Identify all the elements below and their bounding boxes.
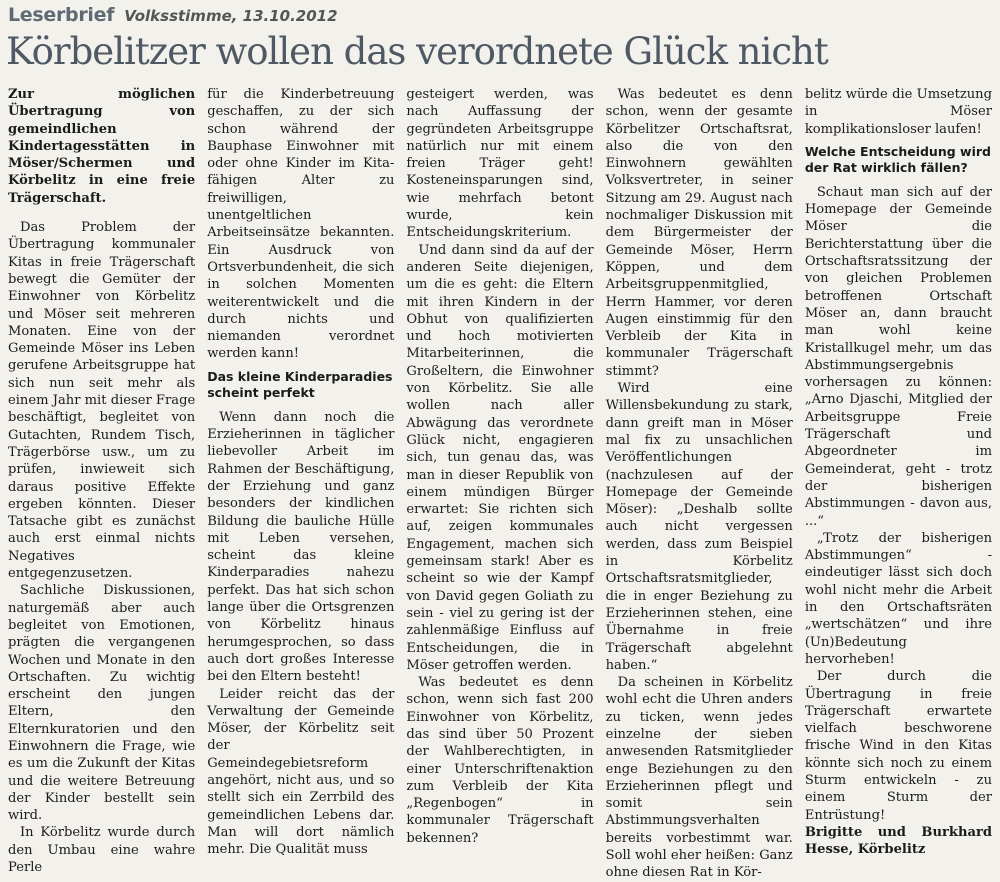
paragraph: Sachliche Diskussionen, naturgemäß aber auch begleitet von Emotionen, prägten die vergangenen Wochen und Monate in den Ortschaften. Zu wichtig erscheint den jungen Eltern, den Elternkuratorien und den Einwohnern die Frage, wie es um die Zukunft der Kitas und die weitere Betreuung der Kinder bestellt sein wird. [8, 583, 196, 824]
paragraph: Was bedeutet es denn schon, wenn sich fast 200 Einwohner von Körbelitz, das sind über 50 Prozent der Wahlberechtigten, in einer Unterschriftenaktion zum Verbleib der Kita „Regenbogen“ in kommunaler Trägerschaft bekennen? [406, 675, 594, 846]
paragraph: In Körbelitz wurde durch den Umbau eine wahre Perle [8, 825, 196, 876]
paragraph: Wird eine Willensbekundung zu stark, dann greift man in Möser mal fix zu unsachlichen Veröffentlichungen (nachzulesen auf der Homepage der Gemeinde Möser): „Deshalb sollte auch nicht vergessen werden, dass zum Beispiel in Körbelitz Ortschaftsratsmitglieder, die in enger Beziehung zu Erzieherinnen stehen, eine Übernahme in freie Trägerschaft abgelehnt haben.“ [605, 381, 793, 673]
paragraph: Und dann sind da auf der anderen Seite diejenigen, um die es geht: die Eltern mit ihren Kindern in der Obhut von qualifizierten und hoch motivierten Mitarbeiterinnen, die Großeltern, die Einwohner von Körbelitz. Sie alle wollen nach aller Abwägung das verordnete Glück nicht, engagieren sich, tun genau das, was man in dieser Republik von einem mündigen Bürger erwartet: Sie richten sich auf, zeigen kommunales Engagement, machen sich gemeinsam stark! Aber es scheint so wie der Kampf von David gegen Goliath zu sein - viel zu gering ist der zahlenmäßige Einfluss auf Entscheidungen, die in Möser getroffen werden. [406, 242, 594, 673]
paragraph: Der durch die Übertragung in freie Trägerschaft erwartete vielfach beschworene frische Wind in den Kitas könnte sich noch zu einem Sturm entwickeln - zu einem Sturm der Entrüstung! [804, 669, 993, 823]
paragraph: Da scheinen in Körbelitz wohl echt die Uhren anders zu ticken, wenn jedes einzelne der sieben anwesenden Ratsmitglieder enge Beziehungen zu den Erzieherinnen pflegt und somit sein Abstimmungsverhalten bereits vorbestimmt war. Soll wohl eher heißen: Ganz ohne diesen Rat in Kör- [605, 675, 793, 881]
paragraph: Was bedeutet es denn schon, wenn der gesamte Körbelitzer Ortschaftsrat, also die von den Einwohnern gewählten Volksvertreter, in seiner Sitzung am 29. August nach nochmaliger Diskussion mit dem Bürgermeister der Gemeinde Möser, Herrn Köppen, und dem Arbeitsgruppenmitglied, Herrn Hammer, vor deren Augen einstimmig für den Verbleib der Kita in kommunaler Trägerschaft stimmt? [605, 87, 793, 379]
column-4 [605, 86, 793, 881]
article-body [8, 86, 993, 881]
rubric-label: Leserbrief [8, 4, 115, 26]
headline: Körbelitzer wollen das verordnete Glück nicht [6, 30, 828, 73]
lead-paragraph: Zur möglichen Übertragung von gemeindlichen Kindertagesstätten in Möser/Schermen und Körbelitz in eine freie Trägerschaft. [8, 87, 196, 206]
column-3 [406, 86, 594, 846]
paragraph: Schaut man sich auf der Homepage der Gemeinde Möser die Berichterstattung über die Ortschaftsratssitzung der von gleichen Problemen betroffenen Ortschaft Möser an, dann braucht man wohl keine Kristallkugel mehr, um das Abstimmungsergebnis vorhersagen zu können: „Arno Djaschi, Mitglied der Arbeitsgruppe Freie Trägerschaft und Abgeordneter im Gemeinderat, geht - trotz der bisherigen Abstimmungen - davon aus, ...“ [804, 184, 993, 529]
paragraph: „Trotz der bisherigen Abstimmungen“ - eindeutiger lässt sich doch wohl nicht mehr die Arbeit in den Ortschaftsräten „wertschätzen“ und ihre (Un)Bedeutung hervorheben! [804, 530, 993, 667]
paragraph: gesteigert werden, was nach Auffassung der gegründeten Arbeitsgruppe natürlich nur mit einem freien Träger geht! Kosteneinsparungen sind, wie mehrfach betont wurde, kein Entscheidungskriterium. [406, 87, 594, 241]
column-1 [8, 86, 196, 876]
subheading: Welche Entscheidung wird der Rat wirklich fällen? [804, 143, 991, 175]
author-signature: Brigitte und Burkhard Hesse, Körbelitz [804, 824, 993, 858]
source-date: Volksstimme, 13.10.2012 [124, 7, 338, 25]
column-5 [804, 86, 993, 858]
column-2 [207, 86, 395, 858]
paragraph: belitz würde die Umsetzung in Möser komplikationsloser laufen! [804, 87, 993, 137]
article-header [8, 4, 338, 30]
paragraph: für die Kinderbetreuung geschaffen, zu der sich schon während der Bauphase Einwohner mit oder ohne Kinder im Kita-fähigen Alter zu freiwilligen, unentgeltlichen Arbeitseinsätze bekannten. Ein Ausdruck von Ortsverbundenheit, die sich in solchen Momenten weiterentwickelt und die durch nichts und niemanden verordnet werden kann! [207, 87, 395, 362]
paragraph: Wenn dann noch die Erzieherinnen in täglicher liebevoller Arbeit im Rahmen der Beschäftigung, der Erziehung und ganz besonders der kindlichen Bildung die bauliche Hülle mit Leben versehen, scheint das kleine Kinderparadies nahezu perfekt. Das hat sich schon lange über die Ortsgrenzen von Körbelitz hinaus herumgesprochen, so dass auch dort großes Interesse bei den Eltern besteht! [207, 409, 395, 685]
paragraph: Das Problem der Übertragung kommunaler Kitas in freie Trägerschaft bewegt die Gemüter der Einwohner von Körbelitz und Möser seit mehreren Monaten. Eine von der Gemeinde Möser ins Leben gerufene Arbeitsgruppe hat sich nun seit mehr als einem Jahr mit dieser Frage beschäftigt, begleitet von Gutachten, Rundem Tisch, Trägerbörse usw., um zu prüfen, inwieweit sich daraus positive Effekte ergeben könnten. Dieser Tatsache gibt es zunächst auch erst einmal nichts Negatives entgegenzusetzen. [8, 220, 196, 582]
subheading: Das kleine Kinderparadies scheint perfekt [207, 368, 393, 400]
paragraph: Leider reicht das der Verwaltung der Gemeinde Möser, der Körbelitz seit der Gemeindegebietsreform angehört, nicht aus, und so stellt sich ein Zerrbild des gemeindlichen Lebens dar. Man will dort nämlich mehr. Die Qualität muss [207, 686, 395, 858]
